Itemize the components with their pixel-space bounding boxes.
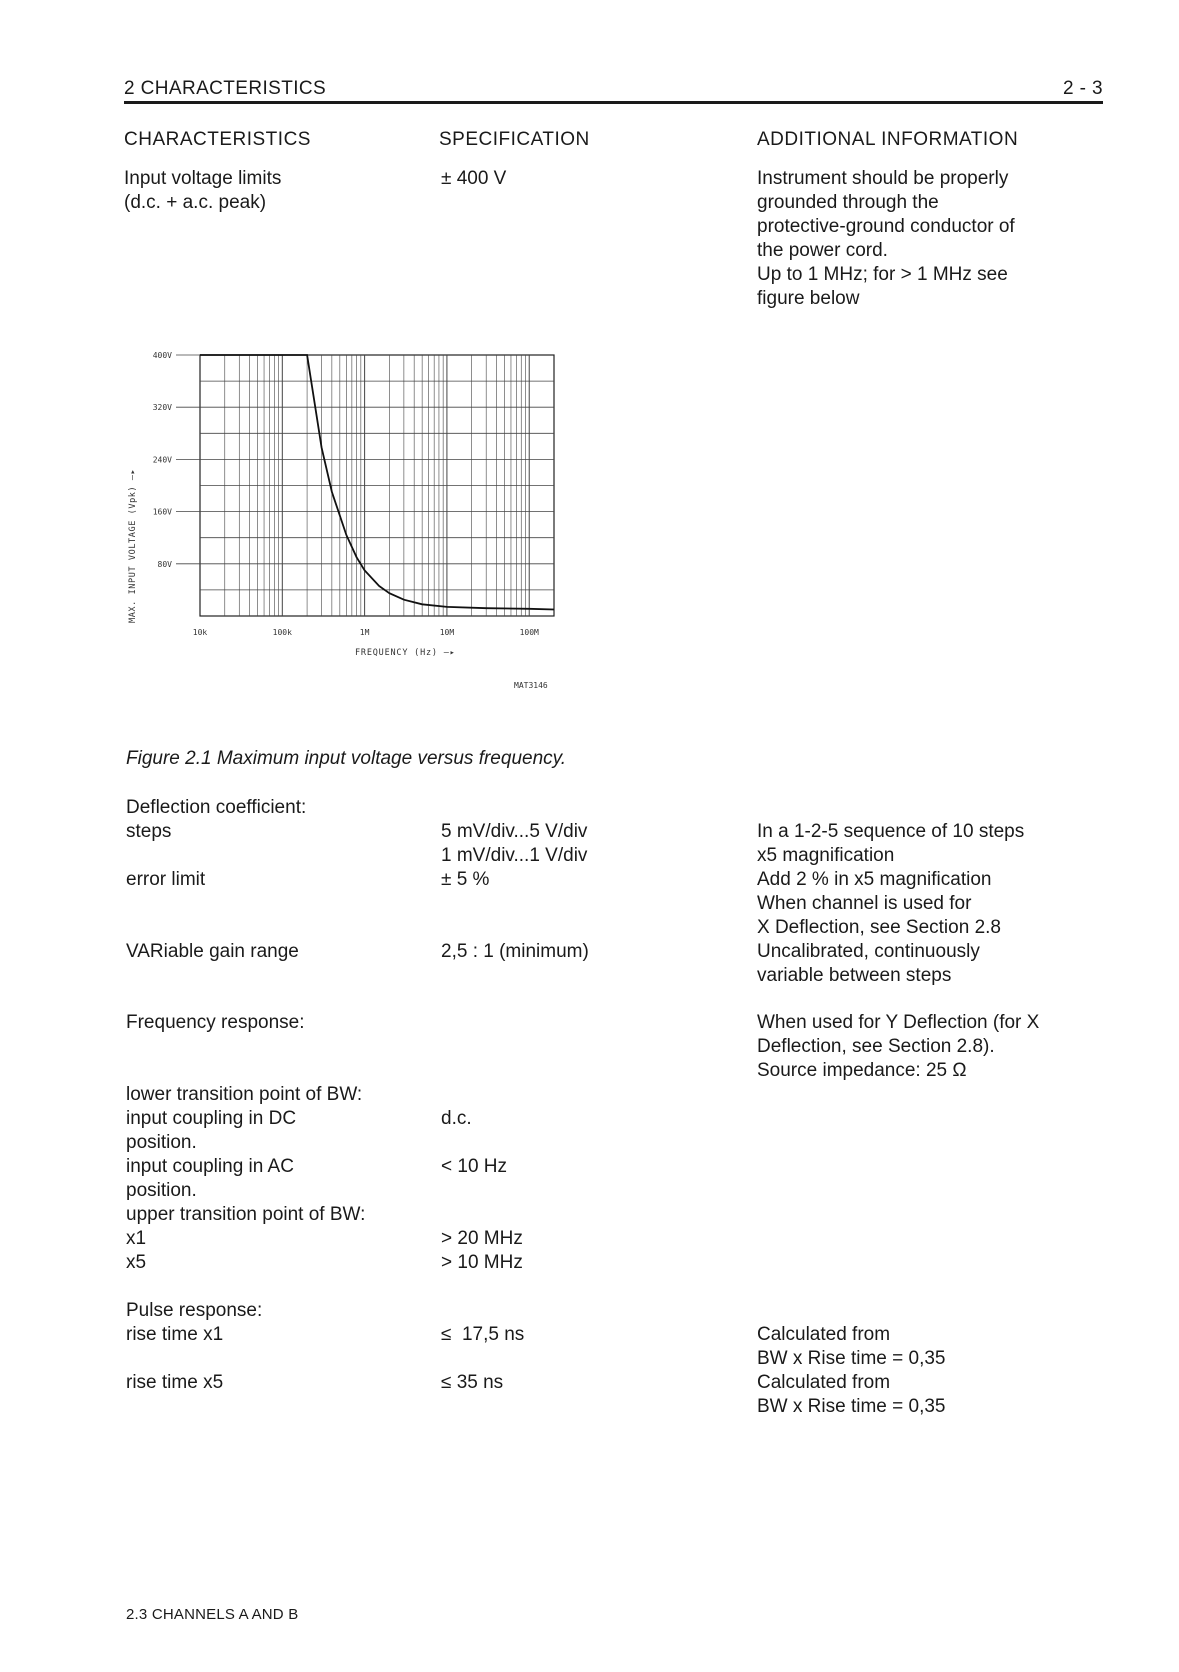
deflection-error-info: Add 2 % in x5 magnification When channel is used for X Deflection, see Section 2.8 [757, 869, 1001, 938]
column-heading-characteristics: CHARACTERISTICS [124, 129, 311, 150]
chart-code: MAT3146 [514, 681, 548, 690]
deflection-steps-info: In a 1-2-5 sequence of 10 steps x5 magnification [757, 821, 1025, 866]
dc-coupling-label: input coupling in DC position. [126, 1108, 297, 1153]
y-tick-label-2: 240V [152, 455, 172, 465]
page-number: 2 - 3 [1062, 78, 1103, 99]
input-limits-label: Input voltage limits (d.c. + a.c. peak) [124, 168, 282, 213]
column-heading-additional-info: ADDITIONAL INFORMATION [757, 129, 1019, 150]
chart-x-tick-labels [193, 628, 539, 637]
column-heading-specification: SPECIFICATION [439, 129, 590, 150]
x-tick-label-0: 10k [192, 628, 208, 637]
voltage-frequency-chart [110, 335, 580, 695]
chart-grid [200, 355, 554, 616]
ac-coupling-spec: < 10 Hz [441, 1156, 508, 1177]
variable-gain-info: Uncalibrated, continuously variable between steps [757, 941, 980, 986]
upper-transition-heading: upper transition point of BW: [126, 1204, 366, 1225]
rise-time-x5-info: Calculated from BW x Rise time = 0,35 [757, 1372, 946, 1417]
rise-time-x1-info: Calculated from BW x Rise time = 0,35 [757, 1324, 946, 1369]
variable-gain-label: VARiable gain range [126, 941, 299, 962]
figure-caption: Figure 2.1 Maximum input voltage versus frequency. [126, 748, 567, 769]
x1-label: x1 [126, 1228, 147, 1249]
rise-time-x1-label: rise time x1 [126, 1324, 224, 1345]
x-tick-label-3: 10M [439, 628, 455, 637]
chart-x-axis-label: FREQUENCY (Hz) —▸ [355, 648, 456, 658]
deflection-error-label: error limit [126, 869, 206, 890]
rise-time-x5-spec: ≤ 35 ns [441, 1372, 504, 1393]
footer-section-title: 2.3 CHANNELS A AND B [126, 1606, 299, 1623]
x5-label: x5 [126, 1252, 147, 1273]
lower-transition-heading: lower transition point of BW: [126, 1084, 363, 1105]
y-tick-label-3: 320V [152, 403, 172, 413]
rise-time-x1-spec: ≤ 17,5 ns [441, 1324, 525, 1345]
header-rule [124, 101, 1103, 104]
chart-y-axis-label: MAX. INPUT VOLTAGE (Vpk) —▸ [128, 468, 138, 623]
dc-coupling-spec: d.c. [441, 1108, 472, 1129]
chart-y-tick-labels [153, 351, 200, 569]
section-header: 2 CHARACTERISTICS [124, 78, 327, 99]
y-tick-label-4: 400V [152, 351, 172, 360]
ac-coupling-label: input coupling in AC position. [126, 1156, 294, 1201]
x1-spec: > 20 MHz [441, 1228, 523, 1249]
y-tick-label-1: 160V [152, 507, 172, 517]
deflection-error-spec: ± 5 % [441, 869, 490, 890]
deflection-steps-label: steps [126, 821, 172, 842]
x-tick-label-4: 100M [519, 628, 539, 637]
rise-time-x5-label: rise time x5 [126, 1372, 224, 1393]
input-limits-spec: ± 400 V [441, 168, 507, 189]
frequency-info: When used for Y Deflection (for X Deflection, see Section 2.8). Source impedance: 25 Ω [757, 1012, 1040, 1081]
x5-spec: > 10 MHz [441, 1252, 523, 1273]
variable-gain-spec: 2,5 : 1 (minimum) [441, 941, 589, 962]
deflection-heading: Deflection coefficient: [126, 797, 307, 818]
series-max-input-voltage [200, 355, 554, 610]
y-tick-label-0: 80V [157, 559, 172, 569]
pulse-heading: Pulse response: [126, 1300, 263, 1321]
input-limits-info: Instrument should be properly grounded through the protective-ground conductor of the power cord. Up to 1 MHz; for > 1 MHz see figure below [757, 168, 1015, 309]
x-tick-label-2: 1M [359, 628, 370, 637]
deflection-steps-spec: 5 mV/div...5 V/div 1 mV/div...1 V/div [441, 821, 588, 866]
x-tick-label-1: 100k [272, 628, 292, 637]
frequency-heading: Frequency response: [126, 1012, 305, 1033]
